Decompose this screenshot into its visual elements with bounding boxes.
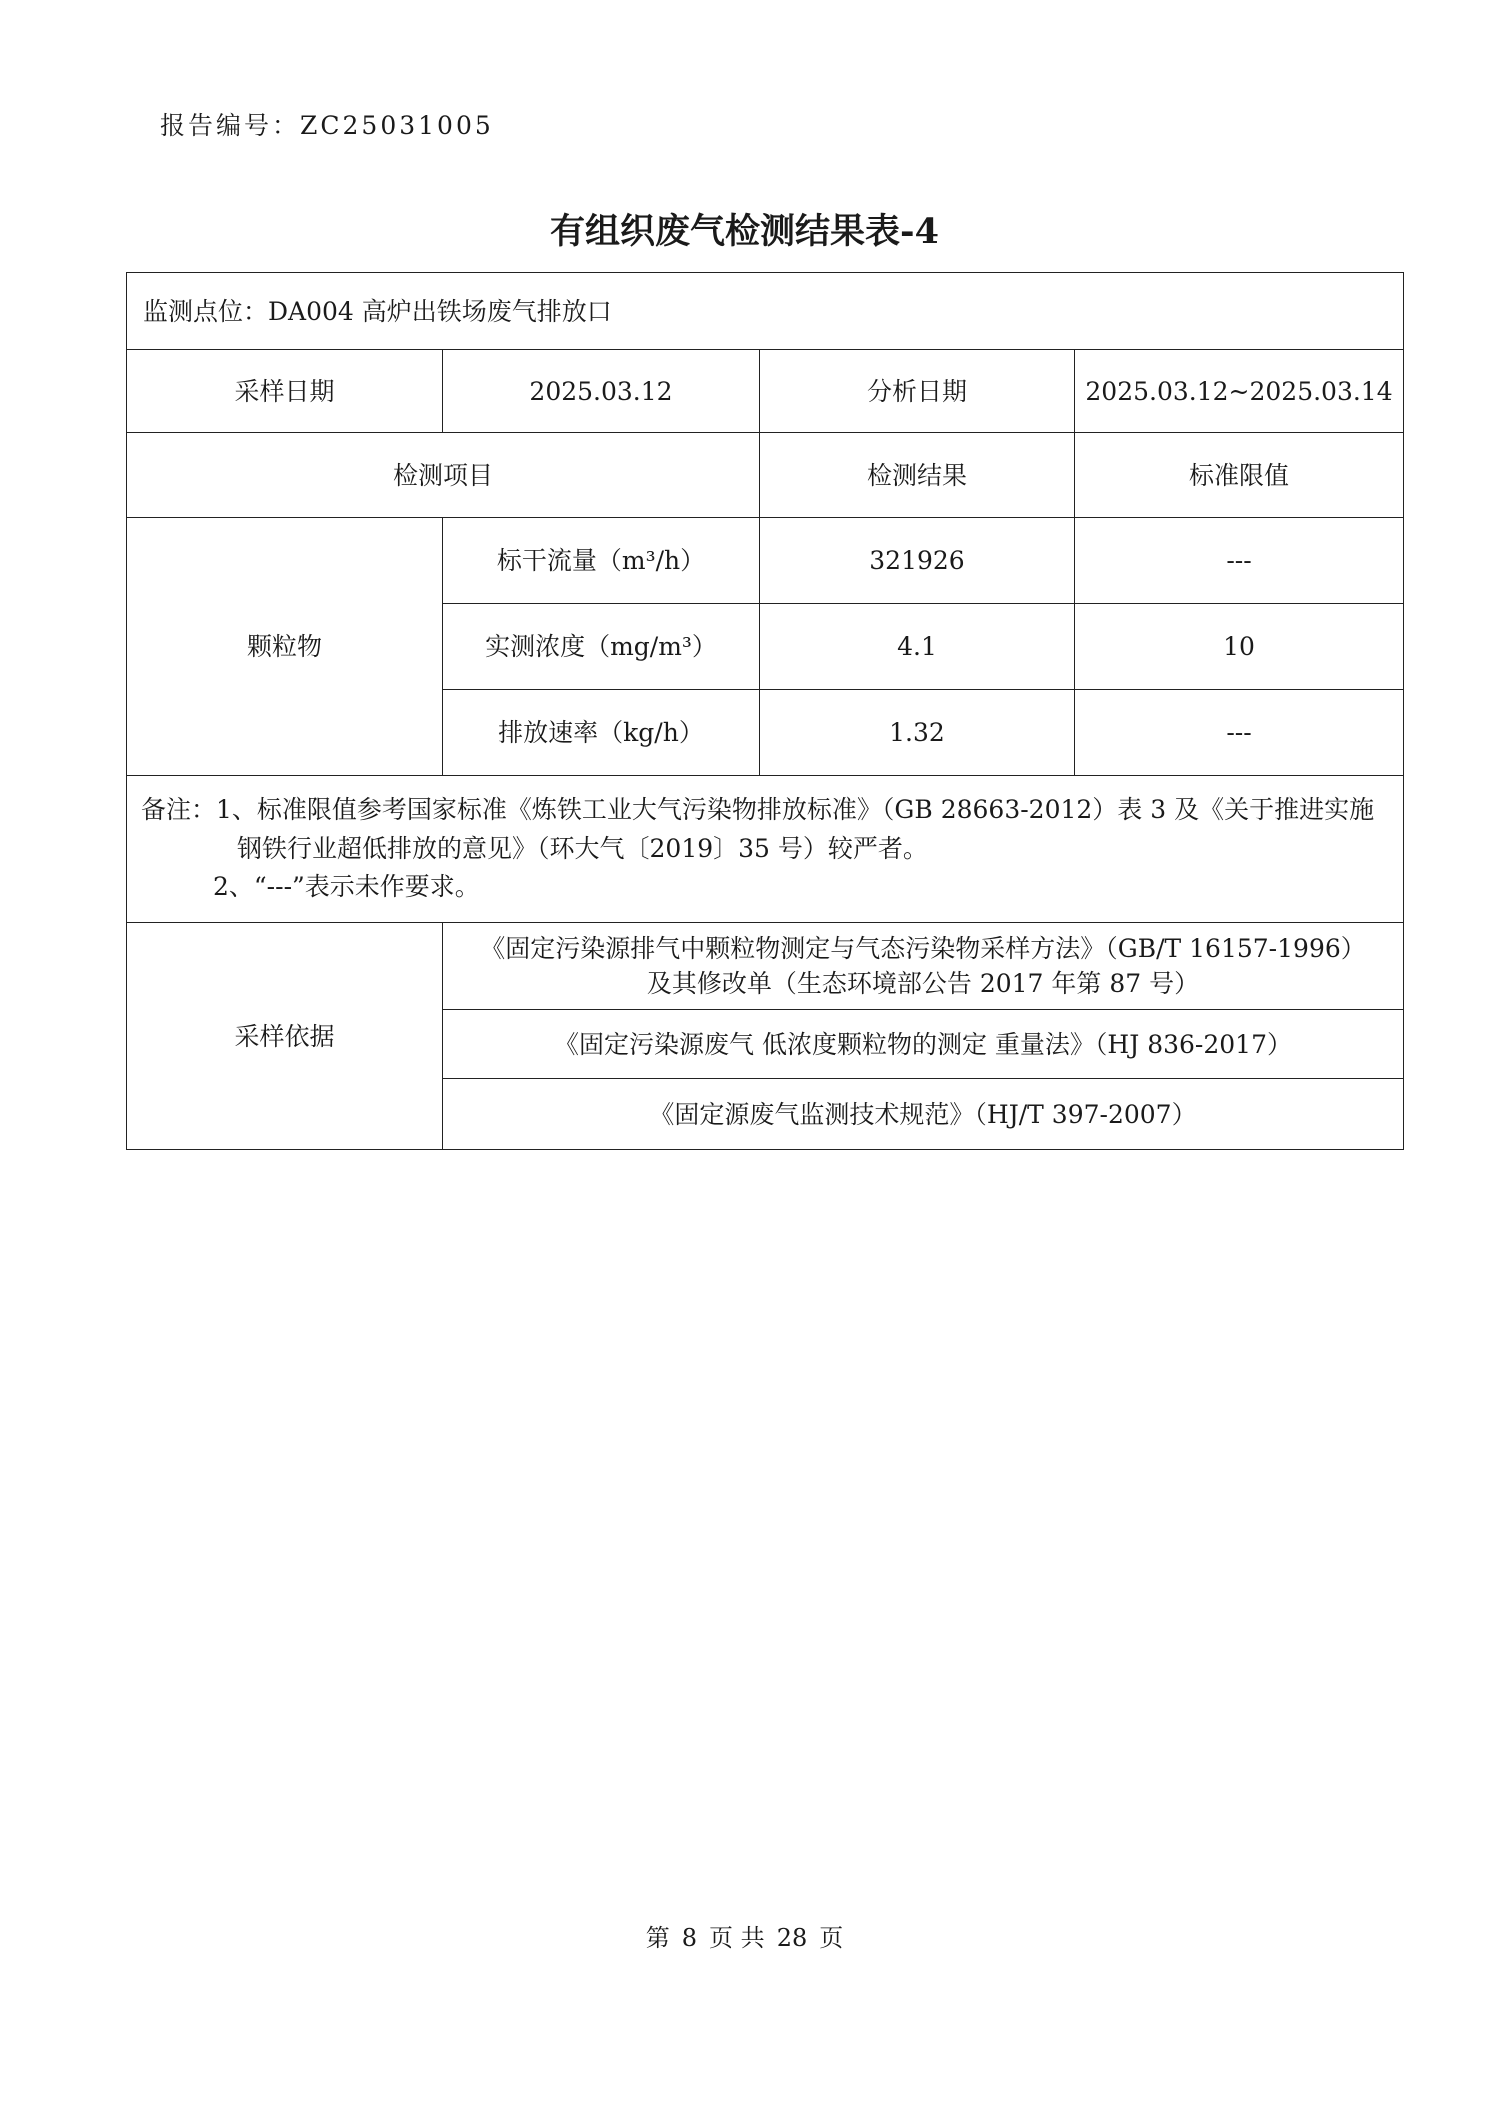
location-row [127,273,1404,350]
sampling-date-label: 采样日期 [127,350,443,433]
col-item-header: 检测项目 [127,433,760,518]
basis-item: 《固定源废气监测技术规范》（HJ/T 397-2007） [443,1079,1404,1150]
header-row [127,433,1404,518]
sampling-date-value: 2025.03.12 [443,350,760,433]
item-limit: --- [1075,690,1404,776]
item-name: 实测浓度（mg/m³） [443,604,760,690]
page-footer [0,1918,1489,1953]
date-row [127,350,1404,433]
page-title: 有组织废气检测结果表-4 [550,211,939,252]
location-cell [127,273,1404,350]
analysis-date-label: 分析日期 [760,350,1075,433]
basis-item [443,923,1404,1010]
table-row [127,518,1404,604]
note-line-1: 备注：1、标准限值参考国家标准《炼铁工业大气污染物排放标准》（GB 28663-2012）表 3 及《关于推进实施 [141,794,1375,824]
basis-item-line-2: 及其修改单（生态环境部公告 2017 年第 87 号） [646,969,1200,998]
notes-row [127,776,1404,923]
page-number: 8 [681,1924,698,1952]
location-label: 监测点位： [143,296,269,326]
note-line-3: 2、“---”表示未作要求。 [213,872,480,902]
page-prefix: 第 [645,1924,670,1952]
category-cell: 颗粒物 [127,518,443,776]
item-name: 排放速率（kg/h） [443,690,760,776]
report-number-value: ZC25031005 [300,111,494,140]
location-value: DA004 高炉出铁场废气排放口 [268,296,612,326]
results-table [126,272,1404,1150]
basis-label: 采样依据 [127,923,443,1150]
item-result: 4.1 [760,604,1075,690]
basis-item: 《固定污染源废气 低浓度颗粒物的测定 重量法》（HJ 836-2017） [443,1010,1404,1079]
col-result-header: 检测结果 [760,433,1075,518]
analysis-date-value: 2025.03.12~2025.03.14 [1075,350,1404,433]
item-result: 321926 [760,518,1075,604]
col-limit-header: 标准限值 [1075,433,1404,518]
item-result: 1.32 [760,690,1075,776]
report-number-label: 报告编号： [160,111,301,140]
item-limit: 10 [1075,604,1404,690]
notes-cell [127,776,1404,923]
page-mid: 页 共 [709,1924,765,1952]
item-name: 标干流量（m³/h） [443,518,760,604]
page-total: 28 [776,1924,808,1952]
page-suffix: 页 [819,1924,844,1952]
note-line-2: 钢铁行业超低排放的意见》（环大气〔2019〕35 号）较严者。 [237,833,928,863]
report-number [160,106,494,142]
item-limit: --- [1075,518,1404,604]
basis-row [127,923,1404,1010]
basis-item-line-1: 《固定污染源排气中颗粒物测定与气态污染物采样方法》（GB/T 16157-1996） [480,934,1366,963]
